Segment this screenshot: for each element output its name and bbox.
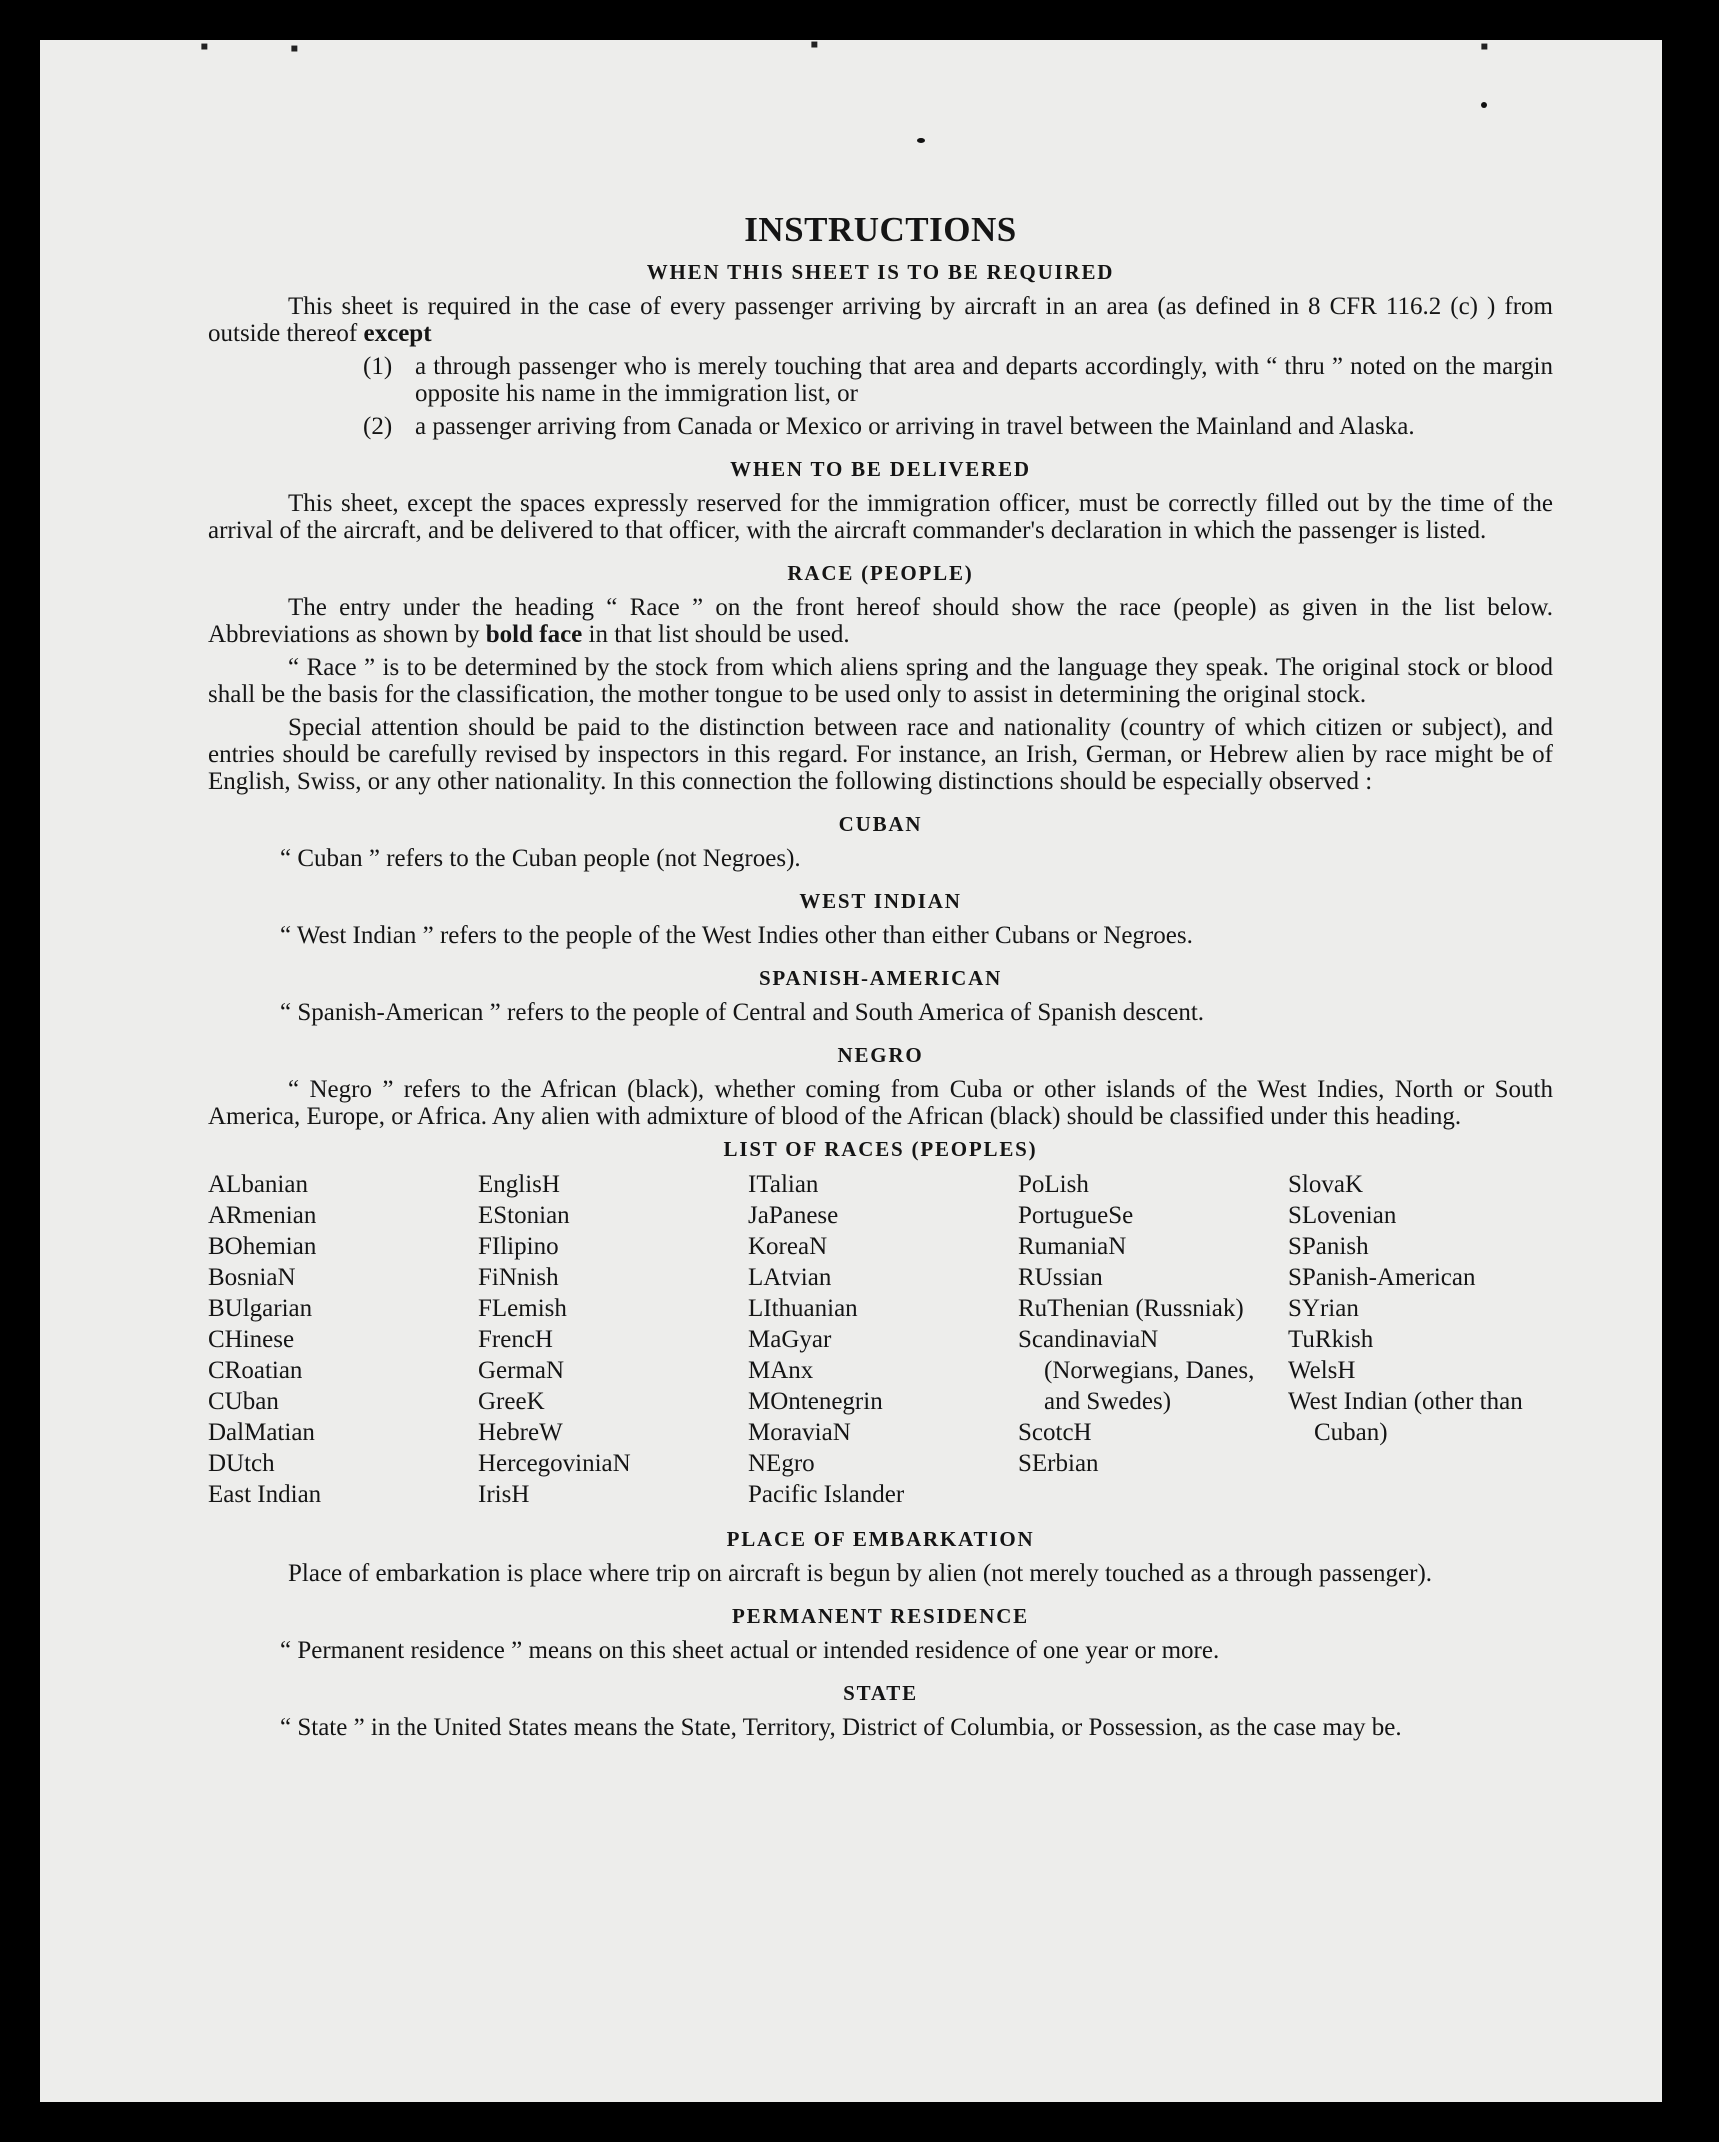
race-entry: DUtch [208,1450,275,1477]
race-entry: SPanish-American [1288,1264,1476,1291]
west-indian-text: “ West Indian ” refers to the people of the West Indies other than either Cubans or Negroes. [280,922,1193,949]
race-entry: ALbanian [208,1171,308,1198]
scan-speck [1481,102,1487,108]
document-sheet [40,32,1662,2102]
page-title: INSTRUCTIONS [744,210,1017,249]
race-entry: HercegoviniaN [478,1450,631,1477]
races-column [208,1169,478,1510]
residence-text: “ Permanent residence ” means on this sheet actual or intended residence of one year or more. [280,1637,1220,1664]
race-entry: SPanish [1288,1233,1369,1260]
races-column [478,1169,748,1510]
race-entry: EnglisH [478,1171,560,1198]
race-entry: SErbian [1018,1450,1099,1477]
race-entry: LIthuanian [748,1295,858,1322]
section-heading-delivered: WHEN TO BE DELIVERED [730,457,1031,481]
race-entry: GreeK [478,1388,545,1415]
race-entry: BUlgarian [208,1295,313,1322]
race-entry: LAtvian [748,1264,832,1291]
race-entry: SYrian [1288,1295,1359,1322]
race-entry: MaGyar [748,1326,832,1353]
race-entry: Pacific Islander [748,1481,905,1508]
item-number: (2) [363,413,393,440]
race-entry: FIlipino [478,1233,559,1260]
delivered-text: This sheet, except the spaces expressly reserved for the immigration officer, must be correctly filled out by the time of the arrival of the aircraft, and be delivered to that officer, with the aircraft commander's declaration in which the passenger is listed. [208,490,1553,544]
races-list-heading: LIST OF RACES (PEOPLES) [723,1137,1038,1161]
races-column [1018,1169,1288,1510]
races-column [1288,1169,1553,1510]
race-entry: CUban [208,1388,279,1415]
scan-speck: ▪ [200,34,209,60]
spanish-american-text: “ Spanish-American ” refers to the people of Central and South America of Spanish descent. [280,999,1205,1026]
race-paragraph-1: The entry under the heading “ Race ” on the front hereof should show the race (people) as given in the list below. Abbreviations as shown by bold face in that list should be used. [208,594,1553,648]
race-paragraph-2: “ Race ” is to be determined by the stock from which aliens spring and the language they speak. The original stock or blood shall be the basis for the classification, the mother tongue to be used only to assist in determining the original stock. [208,654,1553,708]
section-heading-cuban: CUBAN [838,812,923,836]
race-entry: BosniaN [208,1264,296,1291]
race-entry: SLovenian [1288,1202,1397,1229]
race-entry: IrisH [478,1481,530,1508]
race-entry: EStonian [478,1202,570,1229]
race-entry: MoraviaN [748,1419,851,1446]
race-entry: SlovaK [1288,1171,1363,1198]
race-entry: BOhemian [208,1233,317,1260]
race-entry: RumaniaN [1018,1233,1127,1260]
race-entry: HebreW [478,1419,563,1446]
race-entry: CHinese [208,1326,295,1353]
race-entry: West Indian (other than Cuban) [1288,1388,1523,1446]
race-entry: ITalian [748,1171,819,1198]
race-entry: GermaN [478,1357,565,1384]
section-heading-required: WHEN THIS SHEET IS TO BE REQUIRED [646,260,1115,284]
scan-speck [917,138,925,143]
section-heading-negro: NEGRO [837,1043,924,1067]
race-entry: MOntenegrin [748,1388,883,1415]
race-entry: MAnx [748,1357,814,1384]
races-list [208,1169,1553,1510]
section-heading-state: STATE [843,1681,918,1705]
scan-speck: ▪ [1480,34,1489,60]
embarkation-text: Place of embarkation is place where trip on aircraft is begun by alien (not merely touched as a through passenger). [288,1560,1433,1587]
race-entry: PortugueSe [1018,1202,1134,1229]
race-entry: FiNnish [478,1264,559,1291]
race-entry: NEgro [748,1450,815,1477]
race-entry: ARmenian [208,1202,317,1229]
section-heading-race: RACE (PEOPLE) [787,561,974,585]
race-entry: PoLish [1018,1171,1089,1198]
race-entry: DalMatian [208,1419,315,1446]
section-heading-residence: PERMANENT RESIDENCE [732,1604,1029,1628]
required-item [208,413,1553,440]
instructions-content [208,174,1553,1741]
required-intro: This sheet is required in the case of every passenger arriving by aircraft in an area (as defined in 8 CFR 116.2 (c) ) from outside thereof except [208,293,1553,347]
scan-speck: ▪ [290,36,299,62]
required-item [208,353,1553,407]
section-heading-spanish-american: SPANISH-AMERICAN [758,966,1003,990]
cuban-text: “ Cuban ” refers to the Cuban people (not Negroes). [280,845,801,872]
race-entry: KoreaN [748,1233,828,1260]
section-heading-west-indian: WEST INDIAN [799,889,962,913]
section-heading-embarkation: PLACE OF EMBARKATION [726,1527,1035,1551]
item-number: (1) [363,353,393,380]
race-entry: ScotcH [1018,1419,1092,1446]
race-entry: JaPanese [748,1202,839,1229]
state-text: “ State ” in the United States means the State, Territory, District of Columbia, or Possession, as the case may be. [280,1714,1402,1741]
race-entry: ScandinaviaN (Norwegians, Danes, and Swedes) [1018,1326,1255,1415]
item-text: a through passenger who is merely touching that area and departs accordingly, with “ thru ” noted on the margin opposite his name in the immigration list, or [415,353,1553,407]
race-entry: FLemish [478,1295,567,1322]
race-entry: FrencH [478,1326,553,1353]
race-entry: CRoatian [208,1357,303,1384]
race-entry: WelsH [1288,1357,1356,1384]
negro-text: “ Negro ” refers to the African (black), whether coming from Cuba or other islands of the West Indies, North or South America, Europe, or Africa. Any alien with admixture of blood of the African (black) should be classified under this heading. [208,1076,1553,1130]
race-paragraph-3: Special attention should be paid to the distinction between race and nationality (country of which citizen or subject), and entries should be carefully revised by inspectors in this regard. For instance, an Irish, German, or Hebrew alien by race might be of English, Swiss, or any other nationality. In this connection the following distinctions should be especially observed : [208,714,1553,795]
item-text: a passenger arriving from Canada or Mexico or arriving in travel between the Mainland and Alaska. [415,413,1415,440]
races-column [748,1169,1018,1510]
race-entry: RuThenian (Russniak) [1018,1295,1244,1322]
race-entry: RUssian [1018,1264,1103,1291]
race-entry: East Indian [208,1481,322,1508]
scan-speck: ▪ [810,32,819,58]
race-entry: TuRkish [1288,1326,1374,1353]
